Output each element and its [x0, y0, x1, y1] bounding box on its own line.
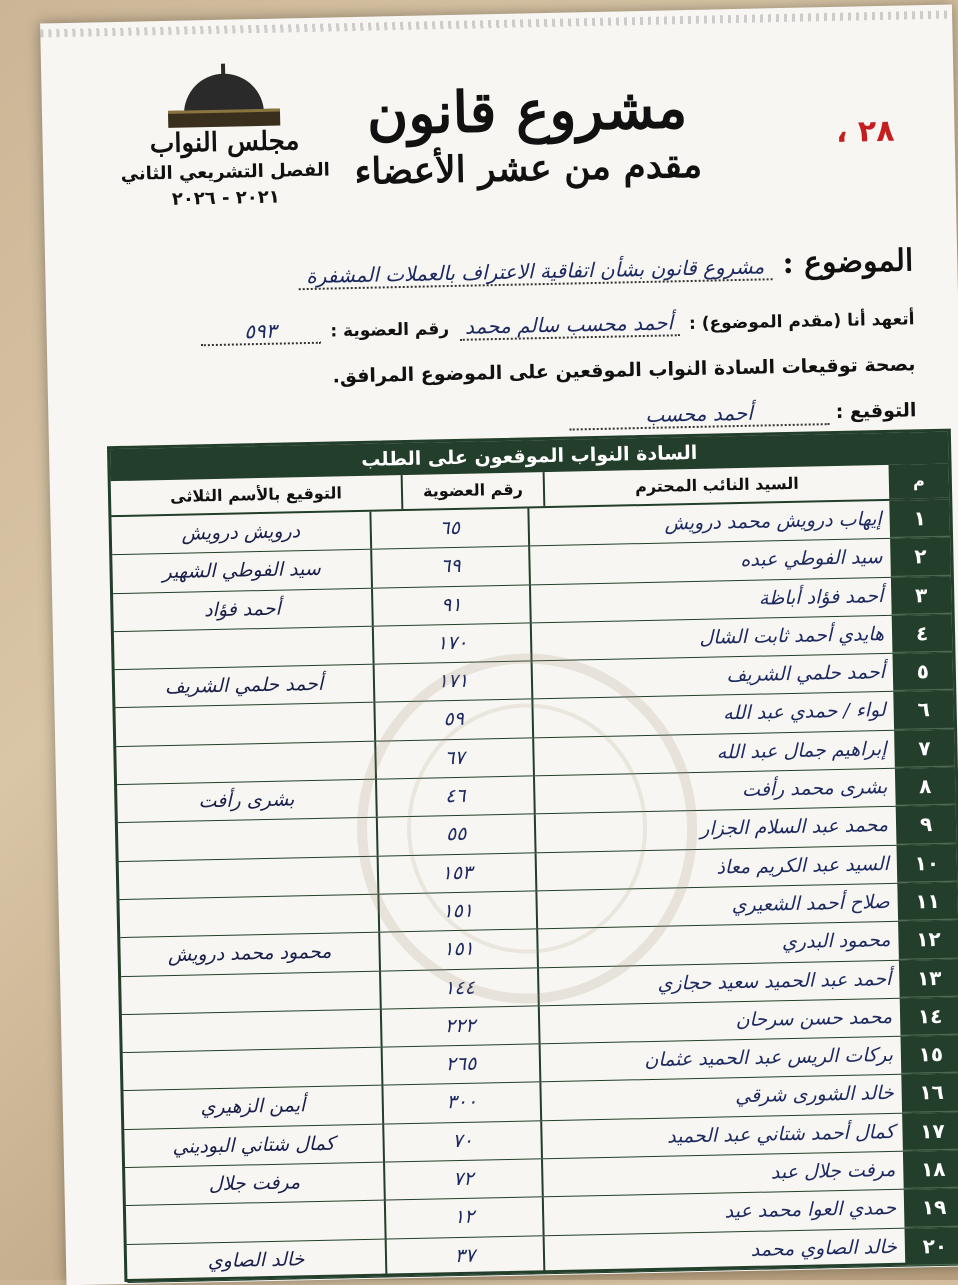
- row-name: كمال أحمد شتاني عبد الحميد: [540, 1113, 903, 1158]
- row-membership: ١٥١: [378, 930, 537, 971]
- row-signature: [116, 741, 375, 784]
- subject-label: الموضوع :: [782, 243, 914, 282]
- row-signature: أيمن الزهيري: [200, 1094, 306, 1119]
- row-signature: أحمد حلمي الشريف: [164, 672, 324, 699]
- row-membership: ٥٥: [376, 815, 535, 856]
- logo-line-1: مجلس النواب: [149, 126, 300, 160]
- table-grid: [111, 464, 958, 1283]
- signatories-table: [107, 429, 958, 1282]
- row-signature: [126, 1201, 385, 1244]
- page-number: ٢٨ ،: [835, 113, 895, 150]
- confirm-text: بصحة توقيعات السادة النواب الموقعين على الموضوع المرافق.: [332, 353, 916, 388]
- row-index: ١٥: [901, 1036, 958, 1075]
- row-signature: بشرى رأفت: [198, 788, 295, 813]
- document-page: [40, 4, 958, 1285]
- row-membership: ١٧١: [373, 662, 532, 703]
- row-name: خالد الشورى شرقي: [539, 1075, 902, 1120]
- row-name: السيد عبد الكريم معاذ: [535, 845, 898, 890]
- title-line-2: مقدم من عشر الأعضاء: [354, 143, 703, 193]
- signature-row: [569, 397, 917, 430]
- row-membership: ٦٥: [369, 508, 528, 549]
- row-membership: ١٥٣: [377, 853, 536, 894]
- signature-label: التوقيع :: [835, 399, 917, 423]
- row-signature: سيد الفوطي الشهير: [162, 558, 321, 584]
- logo-line-2: الفصل التشريعي الثاني: [120, 159, 331, 185]
- row-name: محمود البدري: [536, 922, 899, 967]
- title-line-1: مشروع قانون: [366, 75, 688, 148]
- row-index: ١٤: [900, 997, 958, 1036]
- row-membership: ٦٧: [374, 738, 533, 779]
- row-signature: مرفت جلال: [208, 1171, 301, 1196]
- row-membership: ٢٢٢: [380, 1006, 539, 1047]
- row-index: ٢: [890, 538, 951, 577]
- row-name: خالد الصاوي محمد: [543, 1228, 906, 1273]
- row-signature: [114, 627, 373, 670]
- row-signature: [119, 895, 378, 938]
- row-index: ١٠: [897, 844, 958, 883]
- row-membership: ٣٠٠: [381, 1083, 540, 1124]
- row-index: ١٩: [904, 1189, 958, 1228]
- row-membership: ١٧٠: [372, 623, 531, 664]
- row-membership: ٢٦٥: [381, 1044, 540, 1085]
- row-name: أحمد عبد الحميد سعيد حجازي: [537, 960, 900, 1005]
- row-index: ١١: [897, 882, 958, 921]
- row-membership: ٧٢: [383, 1159, 542, 1200]
- row-index: ٨: [895, 768, 956, 807]
- row-index: ٧: [894, 729, 955, 768]
- signature-value: أحمد محسب: [569, 399, 829, 430]
- dome-icon: [163, 62, 284, 126]
- row-name: أحمد حلمي الشريف: [531, 654, 894, 699]
- row-index: ٥: [892, 653, 953, 692]
- row-signature: خالد الصاوي: [207, 1247, 305, 1272]
- row-membership: ١٤٤: [379, 968, 538, 1009]
- row-membership: ٤٦: [375, 776, 534, 817]
- row-signature: [115, 703, 374, 746]
- row-signature: [118, 818, 377, 861]
- subject-row: [298, 243, 914, 291]
- membership-value: ٥٩٣: [200, 318, 321, 347]
- row-membership: ٥٩: [373, 700, 532, 741]
- row-membership: ٦٩: [370, 547, 529, 588]
- row-name: لواء / حمدي عبد الله: [531, 692, 894, 737]
- pledge-label: أتعهد أنا (مقدم الموضوع) :: [688, 309, 915, 335]
- row-name: بشرى محمد رأفت: [533, 769, 896, 814]
- row-name: مرفت جلال عبد: [541, 1152, 904, 1197]
- pledge-row: [200, 305, 915, 346]
- row-index: ٢٠: [905, 1227, 958, 1266]
- row-index: ١: [889, 500, 950, 539]
- document-title: [311, 75, 743, 198]
- perforation-edge: [40, 10, 952, 37]
- row-name: بركات الريس عبد الحميد عثمان: [539, 1037, 902, 1082]
- row-signature: كمال شتاني البوديني: [172, 1132, 335, 1158]
- row-name: هايدي أحمد ثابت الشال: [530, 616, 893, 661]
- row-name: سيد الفوطي عبده: [528, 539, 891, 584]
- row-signature: أحمد فؤاد: [203, 597, 281, 621]
- row-index: ١٧: [902, 1112, 958, 1151]
- row-signature: [119, 856, 378, 899]
- row-signature: [122, 1010, 381, 1053]
- row-membership: ٧٠: [382, 1121, 541, 1162]
- row-index: ١٦: [901, 1074, 958, 1113]
- row-name: إبراهيم جمال عبد الله: [532, 731, 895, 776]
- row-index: ٤: [892, 614, 953, 653]
- logo-line-3: ٢٠٢١ - ٢٠٢٦: [171, 186, 280, 210]
- header-name: السيد النائب المحترم: [543, 465, 890, 506]
- row-index: ٣: [891, 576, 952, 615]
- header-membership: رقم العضوية: [401, 472, 544, 509]
- parliament-logo: [113, 61, 336, 214]
- header-index: م: [889, 464, 950, 499]
- row-signature: [121, 971, 380, 1014]
- row-name: محمد عبد السلام الجزار: [534, 807, 897, 852]
- row-membership: ٩١: [371, 585, 530, 626]
- row-name: إيهاب درويش محمد درويش: [527, 501, 890, 546]
- row-signature: محمود محمد درويش: [167, 940, 332, 967]
- row-name: حمدي العوا محمد عيد: [542, 1190, 905, 1235]
- row-index: ٦: [893, 691, 954, 730]
- row-index: ١٣: [899, 959, 958, 998]
- row-index: ١٢: [898, 921, 958, 960]
- row-membership: ١٥١: [377, 891, 536, 932]
- row-index: ٩: [896, 806, 957, 845]
- row-index: ١٨: [903, 1151, 958, 1190]
- row-membership: ٣٧: [385, 1236, 544, 1277]
- membership-label: رقم العضوية :: [330, 319, 450, 342]
- table-title: السادة النواب الموقعون على الطلب: [110, 432, 948, 482]
- row-signature: درويش درويش: [181, 520, 301, 545]
- row-membership: ١٢: [384, 1198, 543, 1239]
- subject-value: مشروع قانون بشأن اتفاقية الاعتراف بالعملات المشفرة: [298, 254, 773, 290]
- row-signature: [123, 1048, 382, 1091]
- row-name: محمد حسن سرحان: [538, 999, 901, 1044]
- row-name: أحمد فؤاد أباظة: [529, 577, 892, 622]
- header-signature: التوقيع بالأسم الثلاثى: [169, 483, 343, 506]
- pledge-value: أحمد محسب سالم محمد: [459, 310, 679, 341]
- row-name: صلاح أحمد الشعيري: [535, 884, 898, 929]
